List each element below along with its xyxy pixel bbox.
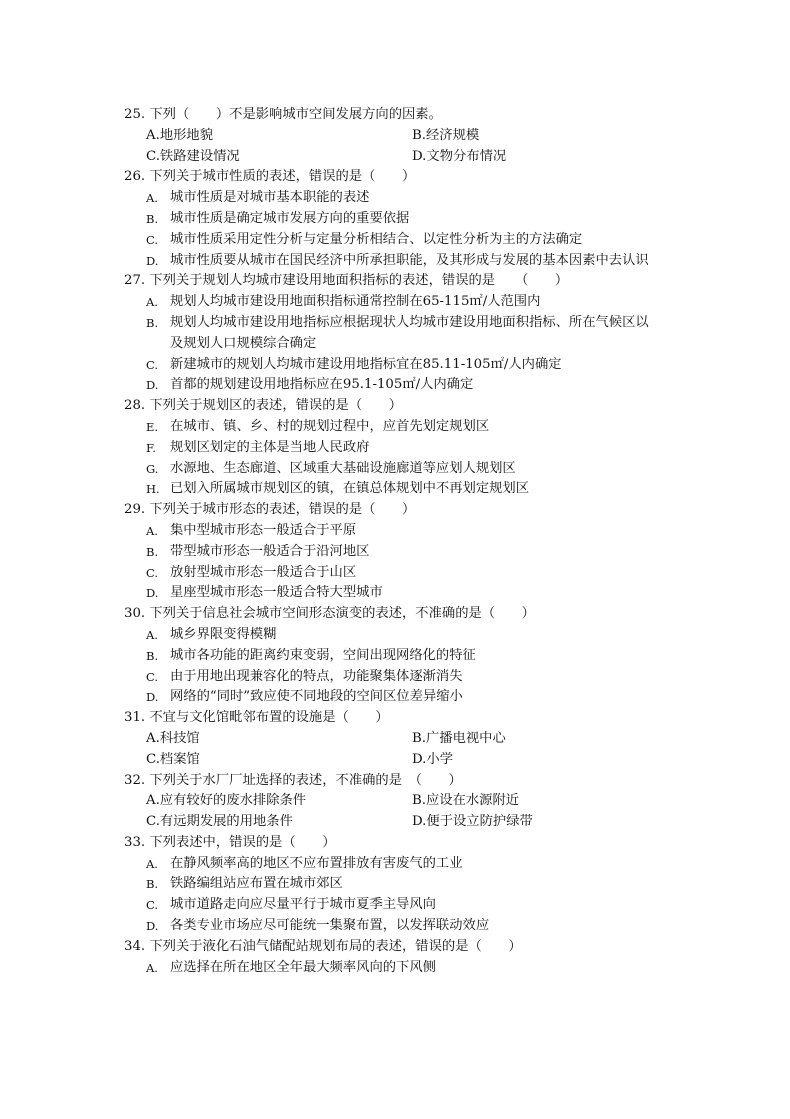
option-grid [124, 126, 684, 168]
option-row [146, 292, 684, 313]
option-letter: C. [146, 232, 159, 247]
question-stem: 33. 下列表述中，错误的是（ ） [124, 834, 336, 850]
option-row [146, 209, 684, 230]
option-text: 规划人均城市建设用地指标应根据现状人均城市建设用地面积指标、所在气候区以及规划人口规模综合确定 [170, 314, 649, 351]
option-list [124, 521, 684, 604]
option-row [146, 479, 684, 500]
option-letter: E. [146, 419, 159, 434]
option-row [146, 874, 684, 895]
option-row [146, 355, 684, 376]
option-letter: A. [146, 856, 158, 871]
question-stem: 30. 下列关于信息社会城市空间形态演变的表述，不准确的是（ ） [124, 606, 535, 622]
option-row [146, 583, 684, 604]
option-row [146, 417, 684, 438]
option-row [146, 521, 684, 542]
option-row [146, 438, 684, 459]
option-a: A.应有较好的废水排除条件 [146, 793, 307, 809]
option-text: 星座型城市形态一般适合特大型城市 [170, 585, 383, 601]
option-row [146, 687, 684, 708]
option-text: 集中型城市形态一般适合于平原 [170, 522, 357, 538]
option-text: 网络的“同时”致应使不同地段的空间区位差异缩小 [170, 689, 463, 705]
question-stem: 34. 下列关于液化石油气储配站规划布局的表述，错误的是（ ） [124, 938, 522, 954]
option-letter: C. [146, 565, 159, 580]
option-text: 带型城市形态一般适合于沿河地区 [170, 543, 370, 559]
option-a: A.科技馆 [146, 730, 200, 746]
option-text: 城市性质是确定城市发展方向的重要依据 [170, 210, 410, 226]
option-list [124, 958, 684, 979]
option-list [124, 854, 684, 937]
option-text: 水源地、生态廊道、区域重大基础设施廊道等应划人规划区 [170, 460, 516, 476]
option-c: C.铁路建设情况 [146, 148, 240, 164]
option-letter: D. [146, 586, 159, 601]
option-text: 城市性质是对城市基本职能的表述 [170, 190, 370, 206]
option-grid [124, 791, 684, 833]
option-text: 城市性质要从城市在国民经济中所承担职能，及其形成与发展的基本因素中去认识 [170, 252, 649, 268]
option-letter: B. [146, 648, 159, 663]
option-a: A.地形地貌 [146, 127, 214, 143]
option-text: 城市道路走向应尽量平行于城市夏季主导风向 [170, 897, 436, 913]
option-text: 放射型城市形态一般适合于山区 [170, 564, 357, 580]
option-c: C.有远期发展的用地条件 [146, 814, 293, 830]
question-stem: 26. 下列关于城市性质的表述，错误的是（ ） [124, 169, 416, 185]
question-stem: 27. 下列关于规划人均城市建设用地面积指标的表述，错误的是 （ ） [124, 273, 569, 289]
option-row [146, 563, 684, 584]
question-stem: 31. 不宜与文化馆毗邻布置的设施是（ ） [124, 710, 389, 726]
option-letter: F. [146, 440, 156, 455]
option-text: 新建城市的规划人均城市建设用地指标宜在85.11-105㎡/人内确定 [170, 356, 562, 372]
option-d: D.便于设立防护绿带 [412, 814, 533, 830]
option-c: C.档案馆 [146, 751, 200, 767]
option-letter: B. [146, 877, 159, 892]
option-letter: B. [146, 315, 159, 330]
option-text: 已划入所属城市规划区的镇，在镇总体规划中不再划定规划区 [170, 481, 530, 497]
option-row [146, 667, 684, 688]
option-b: B.应设在水源附近 [412, 793, 520, 809]
option-row [146, 958, 684, 979]
option-row [146, 854, 684, 875]
option-letter: A. [146, 960, 158, 975]
option-text: 由于用地出现兼容化的特点，功能聚集体逐渐消失 [170, 668, 463, 684]
option-text: 规划人均城市建设用地面积指标通常控制在65-115㎡/人范围内 [170, 294, 541, 310]
option-text: 规划区划定的主体是当地人民政府 [170, 439, 370, 455]
option-letter: B. [146, 544, 159, 559]
question-stem: 32. 下列关于水厂厂址选择的表述，不准确的是 （ ） [124, 772, 462, 788]
option-text: 各类专业市场应尽可能统一集聚布置，以发挥联动效应 [170, 918, 490, 934]
option-letter: C. [146, 669, 159, 684]
option-list [124, 292, 684, 396]
option-list [124, 625, 684, 708]
option-letter: A. [146, 191, 158, 206]
option-b: B.经济规模 [412, 127, 480, 143]
option-row [146, 646, 684, 667]
option-row [146, 895, 684, 916]
option-row [146, 625, 684, 646]
option-letter: G. [146, 461, 159, 476]
option-text: 在静风频率高的地区不应布置排放有害废气的工业 [170, 855, 463, 871]
option-letter: D. [146, 253, 159, 268]
option-row [146, 542, 684, 563]
option-row [146, 251, 684, 272]
option-grid [124, 729, 684, 771]
option-text: 城市性质采用定性分析与定量分析相结合、以定性分析为主的方法确定 [170, 231, 583, 247]
option-list [124, 188, 684, 271]
option-letter: H. [146, 482, 160, 497]
option-letter: C. [146, 357, 159, 372]
question-list [124, 105, 684, 978]
option-text: 在城市、镇、乡、村的规划过程中，应首先划定规划区 [170, 418, 490, 434]
option-row [146, 313, 684, 355]
option-row [146, 916, 684, 937]
option-letter: B. [146, 211, 159, 226]
question-stem: 29. 下列关于城市形态的表述，错误的是（ ） [124, 502, 416, 518]
option-row [146, 375, 684, 396]
option-text: 应选择在所在地区全年最大频率风向的下风侧 [170, 959, 436, 975]
option-d: D.小学 [412, 751, 454, 767]
option-text: 城乡界限变得模糊 [170, 626, 277, 642]
option-row [146, 188, 684, 209]
option-text: 首都的规划建设用地指标应在95.1-105㎡/人内确定 [170, 377, 474, 393]
option-letter: D. [146, 378, 159, 393]
option-text: 城市各功能的距离约束变弱，空间出现网络化的特征 [170, 647, 476, 663]
question-stem: 28. 下列关于规划区的表述，错误的是（ ） [124, 398, 403, 414]
option-letter: C. [146, 898, 159, 913]
question-stem: 25. 下列（ ）不是影响城市空间发展方向的因素。 [124, 107, 442, 122]
option-list [124, 417, 684, 500]
option-b: B.广播电视中心 [412, 730, 506, 746]
option-row [146, 230, 684, 251]
option-d: D.文物分布情况 [412, 148, 507, 164]
option-letter: A. [146, 295, 158, 310]
option-text: 铁路编组站应布置在城市郊区 [170, 876, 343, 892]
option-letter: A. [146, 523, 158, 538]
option-row [146, 459, 684, 480]
option-letter: A. [146, 627, 158, 642]
option-letter: D. [146, 690, 159, 705]
option-letter: D. [146, 919, 159, 934]
